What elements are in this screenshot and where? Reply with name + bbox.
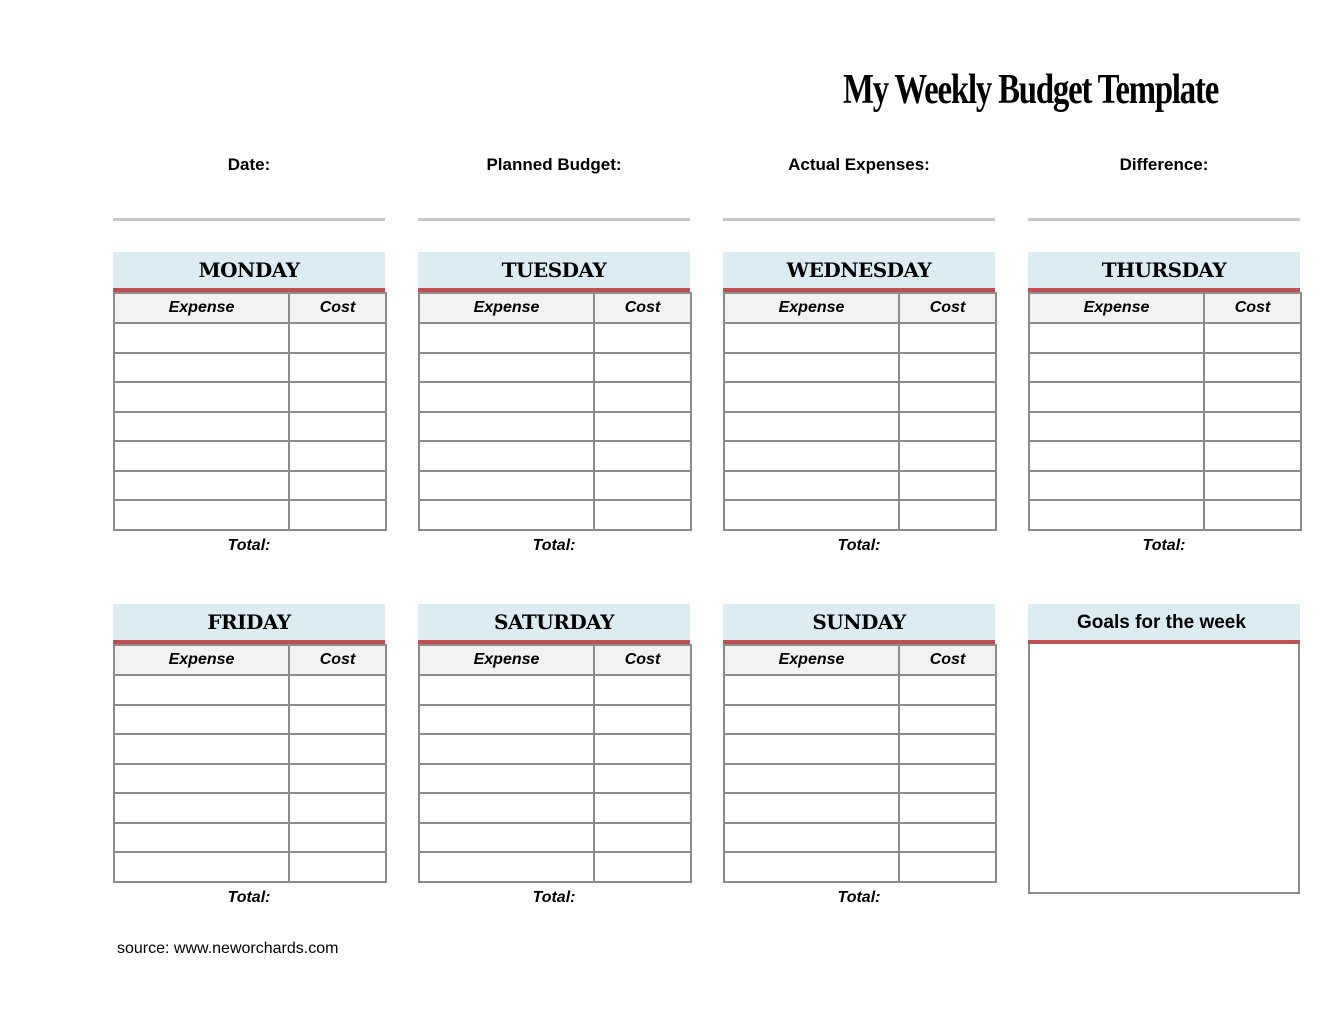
expense-cell[interactable] [724,675,899,705]
expense-cell[interactable] [114,500,289,530]
day-card-tuesday [418,252,690,555]
day-card-saturday [418,604,690,907]
cost-cell[interactable] [594,412,691,442]
difference-label: Difference: [1119,155,1209,174]
table-header-row [724,293,996,323]
expense-row [419,353,691,383]
expense-cell[interactable] [1029,471,1204,501]
cost-cell[interactable] [899,675,996,705]
expense-row [1029,412,1301,442]
cost-cell[interactable] [899,441,996,471]
expense-cell[interactable] [114,441,289,471]
expense-row [1029,323,1301,353]
actual-expenses-field [723,155,995,175]
expense-cell[interactable] [114,793,289,823]
expense-row [419,471,691,501]
expense-row [419,382,691,412]
expense-row [114,412,386,442]
expense-cell[interactable] [724,382,899,412]
page-title: My Weekly Budget Template [843,67,1219,113]
expense-cell[interactable] [1029,441,1204,471]
expense-cell[interactable] [419,734,594,764]
cost-cell[interactable] [289,500,386,530]
expense-cell[interactable] [419,412,594,442]
cost-cell[interactable] [594,500,691,530]
expense-row [724,500,996,530]
cost-cell[interactable] [594,441,691,471]
expense-cell[interactable] [724,793,899,823]
day-heading-monday: MONDAY [113,252,385,292]
cost-cell[interactable] [289,441,386,471]
expense-cell[interactable] [419,823,594,853]
expense-cell[interactable] [114,823,289,853]
expense-cell[interactable] [724,823,899,853]
cost-cell[interactable] [594,793,691,823]
cost-column-header: Cost [594,645,691,675]
cost-cell[interactable] [899,471,996,501]
planned-budget-input-line[interactable] [418,218,690,221]
expense-table [723,644,997,883]
table-header-row [114,293,386,323]
day-heading-tuesday: TUESDAY [418,252,690,292]
expense-row [114,823,386,853]
expense-cell[interactable] [419,353,594,383]
date-input-line[interactable] [113,218,385,221]
expense-row [724,734,996,764]
cost-cell[interactable] [899,764,996,794]
total-label: Total: [837,888,881,906]
cost-column-header: Cost [594,293,691,323]
expense-row [114,500,386,530]
planned-budget-label: Planned Budget: [486,155,622,174]
cost-cell[interactable] [289,734,386,764]
expense-row [114,734,386,764]
expense-table [113,644,387,883]
expense-cell[interactable] [419,764,594,794]
expense-row [1029,500,1301,530]
expense-row [114,675,386,705]
expense-row [419,412,691,442]
expense-column-header: Expense [114,645,289,675]
goals-textarea[interactable] [1028,644,1300,894]
expense-cell[interactable] [114,705,289,735]
cost-cell[interactable] [289,471,386,501]
day-heading-thursday: THURSDAY [1028,252,1300,292]
cost-cell[interactable] [594,675,691,705]
planned-budget-field [418,155,690,175]
expense-cell[interactable] [724,471,899,501]
total-label: Total: [837,536,881,554]
expense-cell[interactable] [419,852,594,882]
expense-row [419,734,691,764]
expense-cell[interactable] [419,675,594,705]
cost-cell[interactable] [289,705,386,735]
expense-row [114,471,386,501]
expense-column-header: Expense [419,645,594,675]
expense-row [1029,441,1301,471]
expense-column-header: Expense [114,293,289,323]
expense-row [419,500,691,530]
cost-cell[interactable] [1204,353,1301,383]
expense-column-header: Expense [724,293,899,323]
cost-cell[interactable] [289,382,386,412]
expense-row [724,382,996,412]
expense-cell[interactable] [724,353,899,383]
expense-table [418,644,692,883]
expense-row [1029,353,1301,383]
expense-row [724,323,996,353]
day-card-wednesday [723,252,995,555]
total-label: Total: [532,888,576,906]
expense-cell[interactable] [114,764,289,794]
table-header-row [419,645,691,675]
cost-cell[interactable] [1204,441,1301,471]
cost-column-header: Cost [899,293,996,323]
expense-row [419,764,691,794]
cost-cell[interactable] [899,382,996,412]
expense-cell[interactable] [419,441,594,471]
cost-cell[interactable] [899,852,996,882]
cost-cell[interactable] [594,353,691,383]
expense-cell[interactable] [419,500,594,530]
cost-cell[interactable] [899,353,996,383]
expense-row [419,705,691,735]
expense-cell[interactable] [419,323,594,353]
cost-column-header: Cost [1204,293,1301,323]
expense-cell[interactable] [114,734,289,764]
total-label: Total: [227,536,271,554]
date-label: Date: [227,155,271,174]
expense-cell[interactable] [419,705,594,735]
expense-row [1029,382,1301,412]
cost-cell[interactable] [1204,382,1301,412]
expense-cell[interactable] [114,852,289,882]
expense-cell[interactable] [724,500,899,530]
cost-column-header: Cost [899,645,996,675]
expense-row [724,705,996,735]
expense-row [419,323,691,353]
cost-cell[interactable] [899,734,996,764]
actual-expenses-input-line[interactable] [723,218,995,221]
expense-cell[interactable] [114,471,289,501]
expense-row [114,764,386,794]
expense-row [724,764,996,794]
expense-cell[interactable] [724,323,899,353]
cost-cell[interactable] [594,764,691,794]
day-heading-saturday: SATURDAY [418,604,690,644]
expense-row [114,353,386,383]
expense-row [114,382,386,412]
difference-input-line[interactable] [1028,218,1300,221]
expense-table [113,292,387,531]
table-header-row [724,645,996,675]
expense-row [724,675,996,705]
cost-column-header: Cost [289,293,386,323]
expense-row [419,852,691,882]
actual-expenses-label: Actual Expenses: [788,155,930,174]
cost-cell[interactable] [899,412,996,442]
expense-cell[interactable] [1029,353,1204,383]
expense-row [419,441,691,471]
cost-cell[interactable] [594,323,691,353]
day-heading-friday: FRIDAY [113,604,385,644]
table-header-row [114,645,386,675]
date-field [113,155,385,175]
cost-cell[interactable] [1204,412,1301,442]
expense-row [419,793,691,823]
table-header-row [419,293,691,323]
expense-row [724,353,996,383]
expense-cell[interactable] [724,764,899,794]
cost-cell[interactable] [899,500,996,530]
day-card-friday [113,604,385,907]
source-credit: source: www.neworchards.com [117,940,339,957]
expense-cell[interactable] [1029,382,1204,412]
expense-row [114,705,386,735]
expense-cell[interactable] [724,705,899,735]
goals-heading: Goals for the week [1028,604,1300,644]
cost-cell[interactable] [289,852,386,882]
total-label: Total: [532,536,576,554]
expense-row [114,852,386,882]
cost-cell[interactable] [289,675,386,705]
expense-cell[interactable] [724,412,899,442]
cost-cell[interactable] [594,823,691,853]
expense-cell[interactable] [419,793,594,823]
expense-row [724,441,996,471]
expense-cell[interactable] [1029,412,1204,442]
cost-cell[interactable] [594,382,691,412]
expense-row [724,823,996,853]
expense-cell[interactable] [114,353,289,383]
expense-column-header: Expense [1029,293,1204,323]
expense-cell[interactable] [114,675,289,705]
expense-row [419,675,691,705]
cost-cell[interactable] [289,412,386,442]
cost-cell[interactable] [594,852,691,882]
expense-row [114,793,386,823]
cost-cell[interactable] [1204,323,1301,353]
expense-row [724,793,996,823]
expense-row [419,823,691,853]
day-heading-wednesday: WEDNESDAY [723,252,995,292]
cost-cell[interactable] [1204,471,1301,501]
day-heading-sunday: SUNDAY [723,604,995,644]
goals-card [1028,604,1300,894]
expense-cell[interactable] [724,852,899,882]
expense-cell[interactable] [114,382,289,412]
expense-row [114,441,386,471]
cost-cell[interactable] [289,823,386,853]
cost-cell[interactable] [899,823,996,853]
expense-row [724,852,996,882]
cost-column-header: Cost [289,645,386,675]
expense-cell[interactable] [724,441,899,471]
day-card-sunday [723,604,995,907]
expense-table [1028,292,1302,531]
expense-cell[interactable] [114,412,289,442]
cost-cell[interactable] [289,353,386,383]
expense-column-header: Expense [724,645,899,675]
day-card-monday [113,252,385,555]
expense-row [724,471,996,501]
cost-cell[interactable] [899,793,996,823]
expense-table [418,292,692,531]
day-card-thursday [1028,252,1300,555]
cost-cell[interactable] [899,323,996,353]
expense-cell[interactable] [1029,500,1204,530]
expense-row [1029,471,1301,501]
expense-cell[interactable] [419,471,594,501]
cost-cell[interactable] [289,323,386,353]
difference-field [1028,155,1300,175]
total-label: Total: [227,888,271,906]
expense-column-header: Expense [419,293,594,323]
expense-row [114,323,386,353]
expense-cell[interactable] [724,734,899,764]
cost-cell[interactable] [594,471,691,501]
total-label: Total: [1142,536,1186,554]
cost-cell[interactable] [899,705,996,735]
expense-cell[interactable] [419,382,594,412]
cost-cell[interactable] [289,764,386,794]
cost-cell[interactable] [594,734,691,764]
expense-cell[interactable] [114,323,289,353]
expense-table [723,292,997,531]
expense-row [724,412,996,442]
expense-cell[interactable] [1029,323,1204,353]
cost-cell[interactable] [289,793,386,823]
cost-cell[interactable] [594,705,691,735]
table-header-row [1029,293,1301,323]
cost-cell[interactable] [1204,500,1301,530]
